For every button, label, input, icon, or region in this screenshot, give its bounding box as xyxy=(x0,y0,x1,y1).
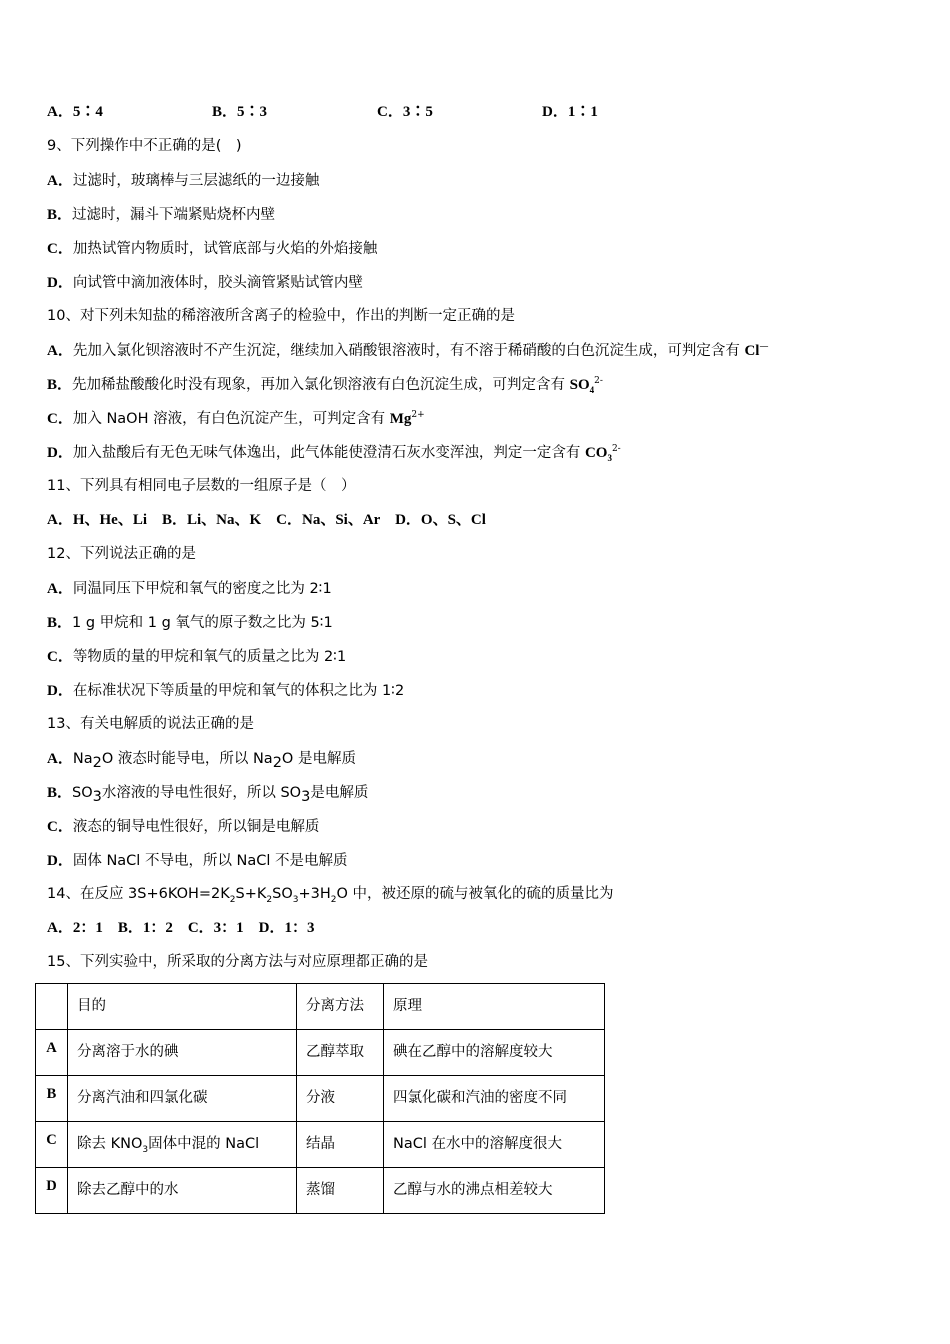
stem-part: O 中，被还原的硫与被氧化的硫的质量比为 xyxy=(336,886,614,902)
table-cell: C xyxy=(36,1122,68,1168)
q8-options-row xyxy=(47,102,598,122)
table-row xyxy=(36,1122,605,1168)
q9-option-d xyxy=(47,272,363,293)
table-header-row xyxy=(36,984,605,1030)
q12-option-d xyxy=(47,680,404,701)
formula-subscript: 2 xyxy=(229,894,236,905)
formula-subscript: 2 xyxy=(266,894,273,905)
table-cell: D xyxy=(36,1168,68,1214)
option-key: B． xyxy=(47,377,73,393)
formula-subscript: 2 xyxy=(272,755,282,771)
table-cell: 四氯化碳和汽油的密度不同 xyxy=(384,1076,605,1122)
option-text: 加入盐酸后有无色无味气体逸出，此气体能使澄清石灰水变浑浊，判定一定含有 xyxy=(72,445,585,461)
option-text: 先加入氯化钡溶液时不产生沉淀，继续加入硝酸银溶液时，有不溶于稀硝酸的白色沉淀生成，可判定含有 xyxy=(72,343,745,359)
q8-option-a: A．5∶4 xyxy=(47,104,103,120)
cell-text: 除去 KNO xyxy=(77,1136,143,1152)
q10-option-a xyxy=(47,340,768,361)
option-text: 固体 NaCl 不导电，所以 NaCl 不是电解质 xyxy=(72,853,348,869)
table-header-cell: 目的 xyxy=(68,984,297,1030)
table-row xyxy=(36,1076,605,1122)
table-cell: B xyxy=(36,1076,68,1122)
ion-charge: — xyxy=(759,342,769,352)
q13-stem: 13、有关电解质的说法正确的是 xyxy=(47,716,254,732)
q10-option-c xyxy=(47,408,425,429)
table-cell: 分液 xyxy=(297,1076,384,1122)
table-header-cell: 分离方法 xyxy=(297,984,384,1030)
option-key: C． xyxy=(47,241,73,257)
option-text: 液态的铜导电性很好，所以铜是电解质 xyxy=(72,819,320,835)
table-cell xyxy=(68,1122,297,1168)
option-text: 加热试管内物质时，试管底部与火焰的外焰接触 xyxy=(72,241,378,257)
table-header-cell xyxy=(36,984,68,1030)
q9-option-b xyxy=(47,204,275,225)
table-cell: 分离汽油和四氯化碳 xyxy=(68,1076,297,1122)
ion-formula: CO xyxy=(584,445,608,461)
table-cell: 除去乙醇中的水 xyxy=(68,1168,297,1214)
q11-stem: 11、下列具有相同电子层数的一组原子是（ ） xyxy=(47,478,356,494)
q10-option-b xyxy=(47,374,603,395)
option-key: C． xyxy=(47,649,73,665)
option-text: 过滤时，漏斗下端紧贴烧杯内壁 xyxy=(72,207,276,223)
option-key: B． xyxy=(47,615,73,631)
option-text: 在标准状况下等质量的甲烷和氧气的体积之比为 1∶2 xyxy=(72,683,405,699)
q14-stem xyxy=(47,884,614,904)
table-cell: 碘在乙醇中的溶解度较大 xyxy=(384,1030,605,1076)
option-key: C． xyxy=(47,411,73,427)
stem-part: S+K xyxy=(235,886,267,902)
option-key: B． xyxy=(47,207,73,223)
q8-option-d: D．1∶1 xyxy=(542,104,598,120)
q12-option-b xyxy=(47,612,333,633)
option-text: Na xyxy=(72,751,93,767)
ion-formula: Cl xyxy=(744,343,760,359)
q12-option-c xyxy=(47,646,346,667)
q9-option-c xyxy=(47,238,377,259)
q13-option-d xyxy=(47,850,348,871)
option-text: 加入 NaOH 溶液，有白色沉淀产生，可判定含有 xyxy=(72,411,390,427)
option-key: D． xyxy=(47,275,73,291)
option-key: A． xyxy=(47,173,73,189)
option-key: B． xyxy=(47,785,73,801)
ion-subscript: 4 xyxy=(589,385,595,395)
table-row xyxy=(36,1030,605,1076)
cell-text: 固体中混的 NaCl xyxy=(148,1136,260,1152)
q8-option-c: C．3∶5 xyxy=(377,104,433,120)
ion-charge: 2- xyxy=(611,444,621,454)
table-header-cell: 原理 xyxy=(384,984,605,1030)
stem-part: +3H xyxy=(298,886,331,902)
q10-option-d xyxy=(47,442,621,463)
formula-subscript: 2 xyxy=(92,755,102,771)
ion-formula: Mg xyxy=(389,411,412,427)
option-key: C． xyxy=(47,819,73,835)
option-key: D． xyxy=(47,683,73,699)
ion-formula: SO xyxy=(569,377,590,393)
formula-subscript: 3 xyxy=(292,894,299,905)
formula-subscript: 3 xyxy=(92,789,102,805)
option-text: 水溶液的导电性很好，所以 SO xyxy=(101,785,302,801)
q12-option-a xyxy=(47,578,332,599)
table-cell: NaCl 在水中的溶解度很大 xyxy=(384,1122,605,1168)
option-text: O 是电解质 xyxy=(281,751,356,767)
ion-charge: 2+ xyxy=(411,410,425,420)
stem-part: SO xyxy=(272,886,293,902)
q15-table xyxy=(35,983,605,1214)
q12-stem: 12、下列说法正确的是 xyxy=(47,546,196,562)
option-text: O 液态时能导电，所以 Na xyxy=(101,751,273,767)
q11-options: A．H、He、Li B．Li、Na、K C．Na、Si、Ar D．O、S、Cl xyxy=(47,512,486,528)
option-text: 等物质的量的甲烷和氧气的质量之比为 2∶1 xyxy=(72,649,347,665)
option-text: 同温同压下甲烷和氧气的密度之比为 2∶1 xyxy=(72,581,332,597)
q9-stem: 9、下列操作中不正确的是( ) xyxy=(47,138,242,154)
ion-subscript: 3 xyxy=(607,453,612,463)
q13-option-c xyxy=(47,816,319,837)
q9-option-a xyxy=(47,170,319,191)
ion-charge: 2- xyxy=(594,376,603,386)
q10-stem: 10、对下列未知盐的稀溶液所含离子的检验中，作出的判断一定正确的是 xyxy=(47,308,515,324)
q13-option-b xyxy=(47,782,368,803)
table-cell: 分离溶于水的碘 xyxy=(68,1030,297,1076)
option-text: 向试管中滴加液体时，胶头滴管紧贴试管内壁 xyxy=(72,275,363,291)
table-row xyxy=(36,1168,605,1214)
option-text: 过滤时，玻璃棒与三层滤纸的一边接触 xyxy=(72,173,320,189)
formula-subscript: 2 xyxy=(330,894,337,905)
option-key: D． xyxy=(47,853,73,869)
option-key: A． xyxy=(47,751,73,767)
table-cell: 乙醇萃取 xyxy=(297,1030,384,1076)
formula-subscript: 3 xyxy=(142,1144,149,1155)
option-key: A． xyxy=(47,581,73,597)
q8-option-b: B．5∶3 xyxy=(212,104,268,120)
stem-part: 14、在反应 3S+6KOH=2K xyxy=(47,886,230,902)
table-cell: A xyxy=(36,1030,68,1076)
option-key: D． xyxy=(47,445,73,461)
q15-stem: 15、下列实验中，所采取的分离方法与对应原理都正确的是 xyxy=(47,954,428,970)
formula-subscript: 3 xyxy=(301,789,311,805)
table-cell: 结晶 xyxy=(297,1122,384,1168)
q14-options: A．2：1 B．1：2 C．3：1 D．1：3 xyxy=(47,920,315,936)
option-text: 先加稀盐酸酸化时没有现象，再加入氯化钡溶液有白色沉淀生成，可判定含有 xyxy=(72,377,570,393)
option-text: 是电解质 xyxy=(310,785,369,801)
option-text: 1 g 甲烷和 1 g 氧气的原子数之比为 5∶1 xyxy=(72,615,333,631)
table-cell: 乙醇与水的沸点相差较大 xyxy=(384,1168,605,1214)
table-cell: 蒸馏 xyxy=(297,1168,384,1214)
option-key: A． xyxy=(47,343,73,359)
q13-option-a xyxy=(47,748,356,769)
option-text: SO xyxy=(72,785,93,801)
